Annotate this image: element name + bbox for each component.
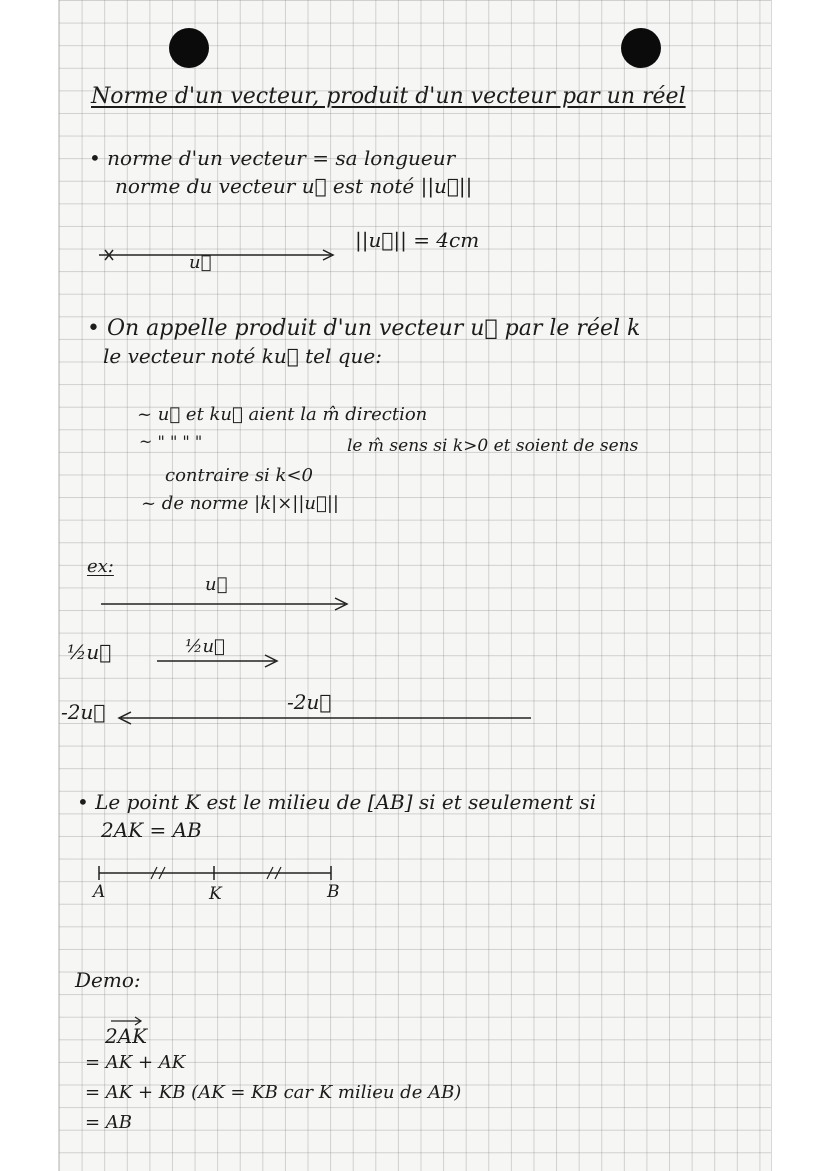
condition-ditto: ~ " " " " [139,432,203,451]
page-title: Norme d'un vecteur, produit d'un vecteur par un réel [91,84,686,109]
point-b-label: B [327,882,340,902]
product-notation: le vecteur noté ku⃗ tel que: [103,344,382,368]
midpoint-statement: • Le point K est le milieu de [AB] si et seulement si [77,790,597,814]
point-a-label: A [93,882,106,902]
example-minus2u-left: -2u⃗ [61,700,106,724]
example-half-u-label: ½u⃗ [185,636,225,657]
norm-value: ||u⃗|| = 4cm [355,228,480,252]
demo-line-1: 2AK [105,1024,148,1048]
demo-line-2: = AK + AK [85,1052,186,1073]
condition-sense: le m̂ sens si k>0 et soient de sens [347,436,639,456]
condition-norm: ~ de norme |k|×||u⃗|| [141,493,339,514]
example-minus2u-label: -2u⃗ [287,690,332,714]
condition-contrary: contraire si k<0 [165,465,313,486]
example-half-u-left: ½u⃗ [67,640,112,664]
norm-notation: norme du vecteur u⃗ est noté ||u⃗|| [115,174,473,198]
example-u-label: u⃗ [205,574,228,595]
notebook-page [58,0,772,1171]
midpoint-equation: 2AK = AB [101,818,202,842]
product-definition: • On appelle produit d'un vecteur u⃗ par le réel k [87,316,641,341]
demo-label: Demo: [75,968,141,992]
demo-line-3: = AK + KB (AK = KB car K milieu de AB) [85,1082,462,1103]
condition-direction: ~ u⃗ et ku⃗ aient la m̂ direction [137,404,428,425]
demo-line-4: = AB [85,1112,133,1133]
example-label: ex: [87,556,114,577]
point-k-label: K [209,884,222,904]
vector-u-label: u⃗ [189,252,212,273]
norm-definition: • norme d'un vecteur = sa longueur [89,146,456,170]
